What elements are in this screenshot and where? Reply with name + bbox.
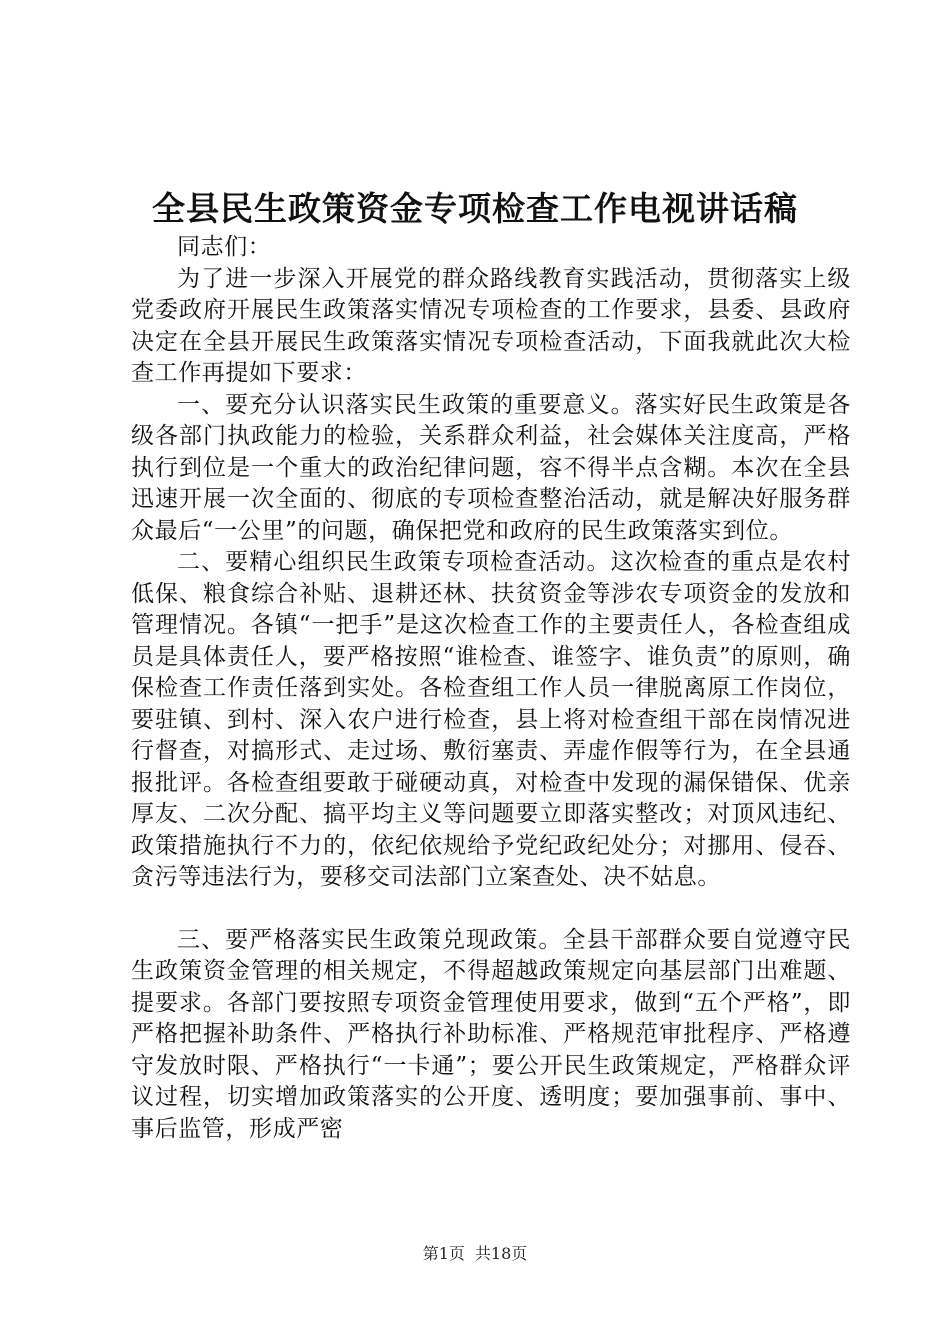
document-body (131, 232, 851, 1145)
document-title: 全县民生政策资金专项检查工作电视讲话稿 (152, 189, 798, 228)
paragraph-section-1: 一、要充分认识落实民生政策的重要意义。落实好民生政策是各级各部门执政能力的检验，关系群众利益，社会媒体关注度高，严格执行到位是一个重大的政治纪律问题，容不得半点含糊。本次在全县迅速开展一次全面的、彻底的专项检查整治活动，就是解决好服务群众最后“一公里”的问题，确保把党和政府的民生政策落实到位。 (131, 391, 851, 544)
paragraph-section-2: 二、要精心组织民生政策专项检查活动。这次检查的重点是农村低保、粮食综合补贴、退耕还林、扶贫资金等涉农专项资金的发放和管理情况。各镇“一把手”是这次检查工作的主要责任人，各检查组成员是具体责任人，要严格按照“谁检查、谁签字、谁负责”的原则，确保检查工作责任落到实处。各检查组工作人员一律脱离原工作岗位，要驻镇、到村、深入农户进行检查，县上将对检查组干部在岗情况进行督查，对搞形式、走过场、敷衍塞责、弄虚作假等行为，在全县通报批评。各检查组要敢于碰硬动真，对检查中发现的漏保错保、优亲厚友、二次分配、搞平均主义等问题要立即落实整改；对顶风违纪、政策措施执行不力的，依纪依规给予党纪政纪处分；对挪用、侵吞、贪污等违法行为，要移交司法部门立案查处、决不姑息。 (131, 549, 851, 890)
page-footer (0, 1243, 950, 1265)
paragraph-intro: 为了进一步深入开展党的群众路线教育实践活动，贯彻落实上级党委政府开展民生政策落实情况专项检查的工作要求，县委、县政府决定在全县开展民生政策落实情况专项检查活动，下面我就此次大检查工作再提如下要求： (131, 265, 851, 386)
page-number: 第1页 (422, 1244, 465, 1263)
page-total: 共18页 (474, 1244, 528, 1263)
paragraph-section-3: 三、要严格落实民生政策兑现政策。全县干部群众要自觉遵守民生政策资金管理的相关规定，不得超越政策规定向基层部门出难题、提要求。各部门要按照专项资金管理使用要求，做到“五个严格”，即严格把握补助条件、严格执行补助标准、严格规范审批程序、严格遵守发放时限、严格执行“一卡通”；要公开民生政策规定，严格群众评议过程，切实增加政策落实的公开度、透明度；要加强事前、事中、事后监管，形成严密 (131, 926, 851, 1142)
greeting: 同志们： (177, 234, 272, 260)
